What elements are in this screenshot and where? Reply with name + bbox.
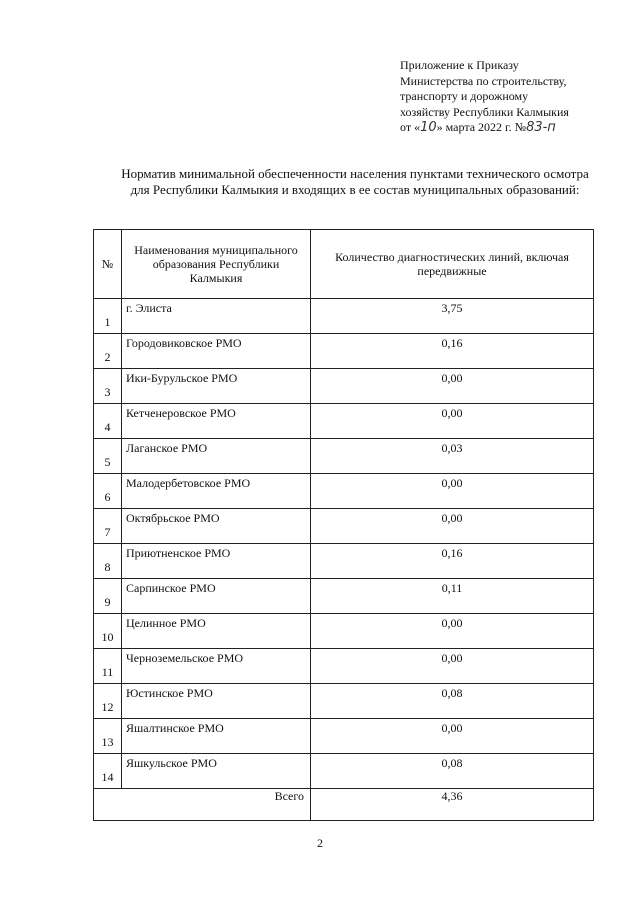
table-row	[94, 754, 594, 789]
row-number: 5	[94, 439, 122, 474]
header-name: Наименования муниципального образования Республики Калмыкия	[122, 230, 311, 299]
row-value: 0,16	[311, 544, 594, 579]
table-row	[94, 334, 594, 369]
row-municipality: Октябрьское РМО	[122, 509, 311, 544]
row-municipality: Городовиковское РМО	[122, 334, 311, 369]
table-row	[94, 474, 594, 509]
row-value: 0,00	[311, 369, 594, 404]
row-value: 0,00	[311, 649, 594, 684]
table-body	[94, 299, 594, 821]
annex-date-line	[400, 120, 630, 136]
page-number: 2	[317, 836, 323, 850]
date-prefix: от «	[400, 120, 421, 134]
row-value: 0,00	[311, 719, 594, 754]
row-municipality: Ики-Бурульское РМО	[122, 369, 311, 404]
table-row	[94, 649, 594, 684]
annex-line: Министерства по строительству,	[400, 73, 567, 88]
row-value: 0,08	[311, 684, 594, 719]
norms-table	[93, 229, 594, 821]
row-value: 0,00	[311, 614, 594, 649]
row-municipality: Черноземельское РМО	[122, 649, 311, 684]
row-municipality: Приютненское РМО	[122, 544, 311, 579]
row-number: 7	[94, 509, 122, 544]
row-value: 3,75	[311, 299, 594, 334]
row-municipality: Кетченеровское РМО	[122, 404, 311, 439]
document-title: Норматив минимальной обеспеченности населения пунктами технического осмотра для Республики Калмыкия и входящих в ее состав муниципальных образований:	[121, 166, 589, 197]
row-municipality: Целинное РМО	[122, 614, 311, 649]
table-row	[94, 509, 594, 544]
annex-line: хозяйству Республики Калмыкия	[400, 104, 569, 119]
table-header-row	[94, 230, 594, 299]
annex-header	[400, 58, 630, 136]
row-municipality: Сарпинское РМО	[122, 579, 311, 614]
header-num: №	[94, 230, 122, 299]
row-municipality: Яшкульское РМО	[122, 754, 311, 789]
row-municipality: г. Элиста	[122, 299, 311, 334]
annex-line: транспорту и дорожному	[400, 89, 529, 103]
row-number: 1	[94, 299, 122, 334]
row-number: 2	[94, 334, 122, 369]
row-value: 0,08	[311, 754, 594, 789]
row-number: 9	[94, 579, 122, 614]
table-row	[94, 719, 594, 754]
total-row	[94, 789, 594, 821]
header-value: Количество диагностических линий, включая передвижные	[311, 230, 594, 299]
row-value: 0,00	[311, 474, 594, 509]
row-value: 0,00	[311, 404, 594, 439]
row-number: 14	[94, 754, 122, 789]
row-number: 8	[94, 544, 122, 579]
row-value: 0,11	[311, 579, 594, 614]
row-number: 12	[94, 684, 122, 719]
total-value: 4,36	[311, 789, 594, 821]
table-row	[94, 614, 594, 649]
row-number: 3	[94, 369, 122, 404]
row-municipality: Яшалтинское РМО	[122, 719, 311, 754]
row-number: 4	[94, 404, 122, 439]
total-label: Всего	[94, 789, 311, 821]
row-value: 0,00	[311, 509, 594, 544]
row-number: 13	[94, 719, 122, 754]
row-number: 10	[94, 614, 122, 649]
table-row	[94, 684, 594, 719]
row-value: 0,03	[311, 439, 594, 474]
row-number: 6	[94, 474, 122, 509]
annex-line: Приложение к Приказу	[400, 58, 519, 72]
row-municipality: Юстинское РМО	[122, 684, 311, 719]
table-row	[94, 299, 594, 334]
row-municipality: Малодербетовское РМО	[122, 474, 311, 509]
table-row	[94, 544, 594, 579]
table-row	[94, 404, 594, 439]
table-row	[94, 579, 594, 614]
handwritten-day: 10	[420, 120, 437, 135]
table-row	[94, 439, 594, 474]
handwritten-order-number: 83-п	[526, 120, 556, 135]
row-value: 0,16	[311, 334, 594, 369]
table-row	[94, 369, 594, 404]
date-middle: » марта 2022 г. №	[436, 120, 527, 134]
row-number: 11	[94, 649, 122, 684]
row-municipality: Лаганское РМО	[122, 439, 311, 474]
